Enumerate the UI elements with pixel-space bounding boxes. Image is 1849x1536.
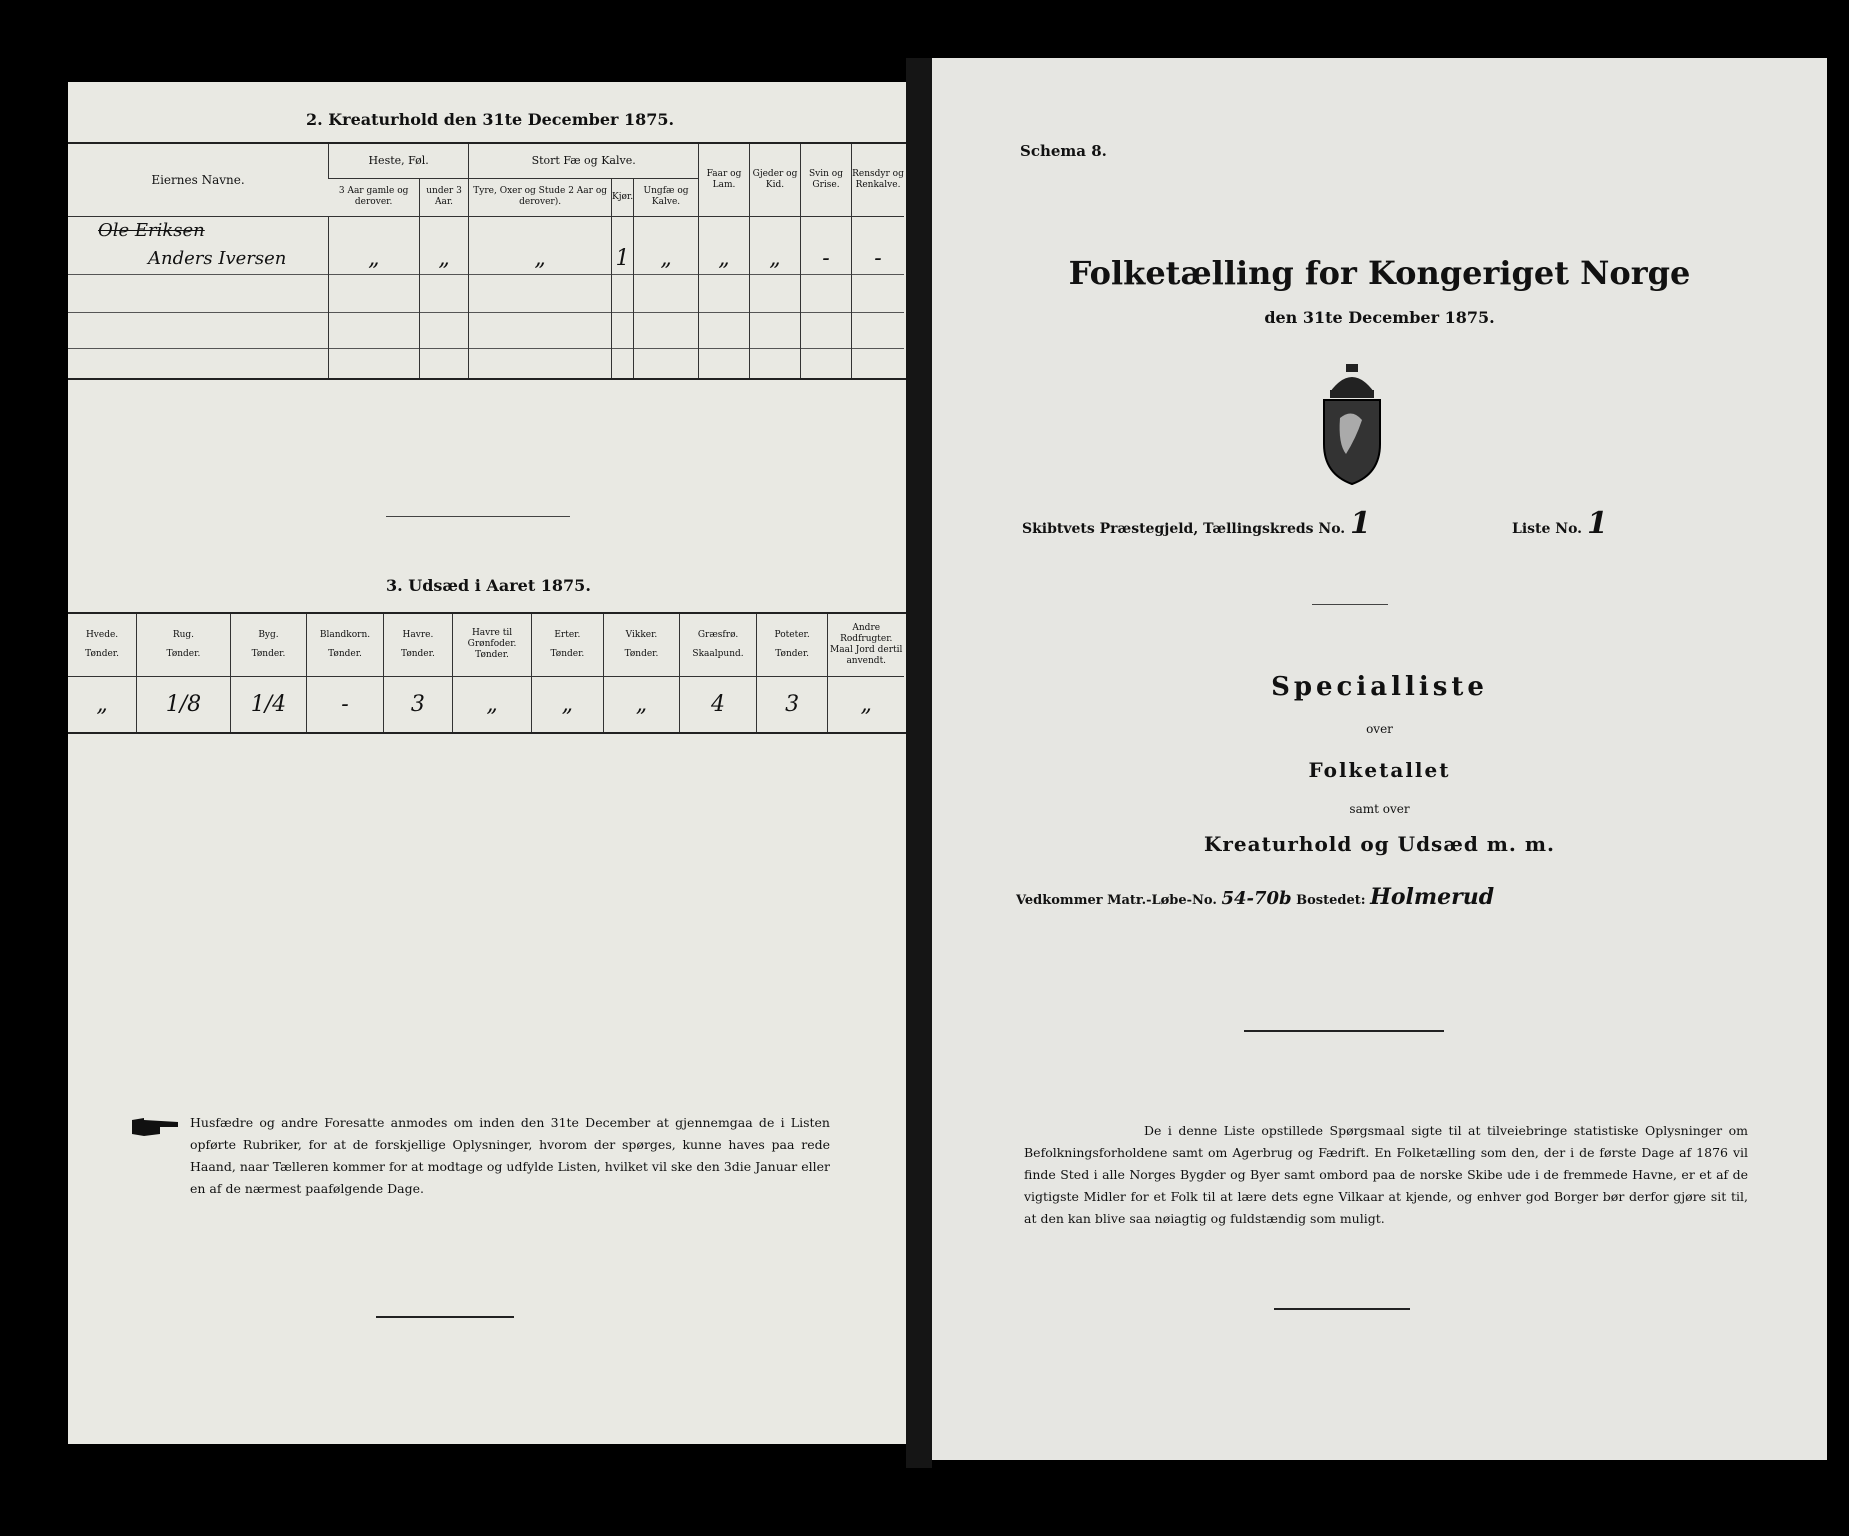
u-havre: Tønder. <box>401 648 435 659</box>
sub-header-cows: Kjør. <box>611 178 633 216</box>
value-horse-old: „ <box>329 244 420 274</box>
sub-header-horse-young: under 3 Aar. <box>419 178 469 216</box>
samt-over-text: samt over <box>1349 802 1410 816</box>
mid-rule <box>1244 1030 1444 1032</box>
sheep-header: Faar og Lam. <box>699 144 750 216</box>
bosted-value: Holmerud <box>1370 884 1495 910</box>
kreds-number: 1 <box>1350 506 1371 541</box>
sv-rodfrugter: „ <box>828 676 904 732</box>
sv-poteter: 3 <box>756 676 828 732</box>
value-sheep: „ <box>699 244 750 274</box>
owner-header: Eiernes Navne. <box>151 172 245 187</box>
u-poteter: Tønder. <box>775 648 810 659</box>
value-calves: „ <box>634 244 699 274</box>
u-gronfoder: Tønder. <box>475 650 509 661</box>
owner-name-2: Anders Iversen <box>148 248 287 270</box>
district-name: Skibtvets <box>1022 521 1095 537</box>
table-bottom-rule <box>68 378 906 380</box>
sv-graesfro: 4 <box>680 676 757 732</box>
h-byg: Byg. <box>258 629 279 640</box>
main-title: Folketælling for Kongeriget Norge <box>1068 254 1691 292</box>
sowing-table <box>68 614 904 732</box>
u-erter: Tønder. <box>550 648 585 659</box>
h-blandkorn: Blandkorn. <box>319 629 371 640</box>
sv-blandkorn: - <box>307 676 384 732</box>
pointing-hand-icon <box>130 1114 182 1140</box>
value-pigs: - <box>801 244 852 274</box>
sv-havre: 3 <box>383 676 452 732</box>
sv-gronfoder: „ <box>453 676 532 732</box>
h-vikker: Vikker. <box>625 629 658 640</box>
schema-label: Schema 8. <box>1020 142 1107 160</box>
horse-group-header: Heste, Føl. <box>329 144 469 178</box>
divider <box>386 516 570 517</box>
liste-label: Liste No. <box>1512 521 1583 537</box>
u-byg: Tønder. <box>251 648 286 659</box>
u-graesfro: Skaalpund. <box>692 648 744 659</box>
h-hvede: Hvede. <box>85 629 119 640</box>
u-hvede: Tønder. <box>85 648 119 659</box>
purpose-paragraph: De i denne Liste opstillede Spørgsmaal sigte til at tilveiebringe statistiske Oplysninger om Befolkningsforholdene samt om Agerbrug og Fædrift. En Folketælling som den, der i de første Dage af 1876 vil finde Sted i alle Norges Bygder og Byer samt ombord paa de norske Skibe ude i de fremmede Havne, er et af de vigtigste Midler for et Folk til at lære dets egne Vilkaar at kjende, og enhver god Borger bør derfor gjøre sit til, at den kan blive saa nøiagtig og fuldstændig som muligt. <box>1024 1123 1748 1226</box>
h-gronfoder: Havre til Grønfoder. <box>467 628 517 650</box>
sv-vikker: „ <box>603 676 680 732</box>
h-graesfro: Græsfrø. <box>697 629 739 640</box>
prestegjeld-label: Præstegjeld, <box>1099 521 1199 537</box>
sub-header-horse-old: 3 Aar gamle og derover. <box>338 186 409 207</box>
section3-title: 3. Udsæd i Aaret 1875. <box>386 576 591 595</box>
matr-label: Vedkommer Matr.-Løbe-No. <box>1016 893 1217 908</box>
closing-rule <box>1274 1308 1410 1310</box>
u-rug: Tønder. <box>166 648 201 659</box>
liste-number: 1 <box>1586 506 1608 541</box>
matr-value: 54-70b <box>1221 888 1292 909</box>
livestock-table <box>68 144 904 378</box>
census-date: den 31te December 1875. <box>1264 308 1495 327</box>
title-rule <box>1312 604 1388 605</box>
h-rug: Rug. <box>172 629 195 640</box>
left-page <box>68 82 906 1444</box>
reindeer-header: Rensdyr og Renkalve. <box>852 144 905 216</box>
h-rodfrugter: Andre Rodfrugter. <box>840 622 893 644</box>
value-cows: 1 <box>611 244 633 274</box>
over-text-1: over <box>1366 722 1393 736</box>
kreds-label: Tællingskreds No. <box>1203 521 1346 537</box>
pig-header: Svin og Grise. <box>801 144 852 216</box>
h-erter: Erter. <box>554 629 581 640</box>
sv-hvede: „ <box>96 691 108 717</box>
section2-title: 2. Kreaturhold den 31te December 1875. <box>306 110 675 129</box>
value-goats: „ <box>750 244 801 274</box>
h-poteter: Poteter. <box>774 629 810 640</box>
instruction-note: Husfædre og andre Foresatte anmodes om inden den 31te December at gjennemgaa de i Listen opførte Rubriker, for at de forskjellige Oplysninger, hvorom der spørges, kunne haves paa rede Haand, naar Tælleren kommer for at modtage og udfylde Listen, hvilket vil ske den 3die Januar eller en af de nærmest paafølgende Dage. <box>190 1115 830 1196</box>
bosted-label: Bostedet: <box>1296 893 1366 908</box>
u-vikker: Tønder. <box>624 648 659 659</box>
kreatur-heading: Kreaturhold og Udsæd m. m. <box>1204 832 1555 856</box>
sub-header-bulls: Tyre, Oxer og Stude 2 Aar og derover). <box>469 178 612 216</box>
book-gutter <box>906 58 932 1468</box>
owner-name-1: Ole Eriksen <box>98 219 205 241</box>
value-horse-young: „ <box>419 244 469 274</box>
cattle-group-header: Stort Fæ og Kalve. <box>469 144 699 178</box>
sub-header-calves: Ungfæ og Kalve. <box>634 178 699 216</box>
value-bulls: „ <box>469 244 612 274</box>
u-blandkorn: Tønder. <box>328 648 362 659</box>
u-rodfrugter: Maal Jord dertil anvendt. <box>830 644 903 666</box>
end-rule <box>376 1316 514 1318</box>
sowing-bottom-rule <box>68 732 906 734</box>
right-page <box>932 58 1827 1460</box>
sv-rug: 1/8 <box>137 676 231 732</box>
h-havre: Havre. <box>402 629 434 640</box>
specialliste-heading: Specialliste <box>1271 672 1488 702</box>
folketallet-heading: Folketallet <box>1308 758 1451 782</box>
sv-byg: 1/4 <box>230 676 307 732</box>
sv-erter: „ <box>532 676 604 732</box>
goat-header: Gjeder og Kid. <box>750 144 801 216</box>
coat-of-arms-icon <box>1316 358 1388 488</box>
value-reindeer: - <box>852 244 905 274</box>
